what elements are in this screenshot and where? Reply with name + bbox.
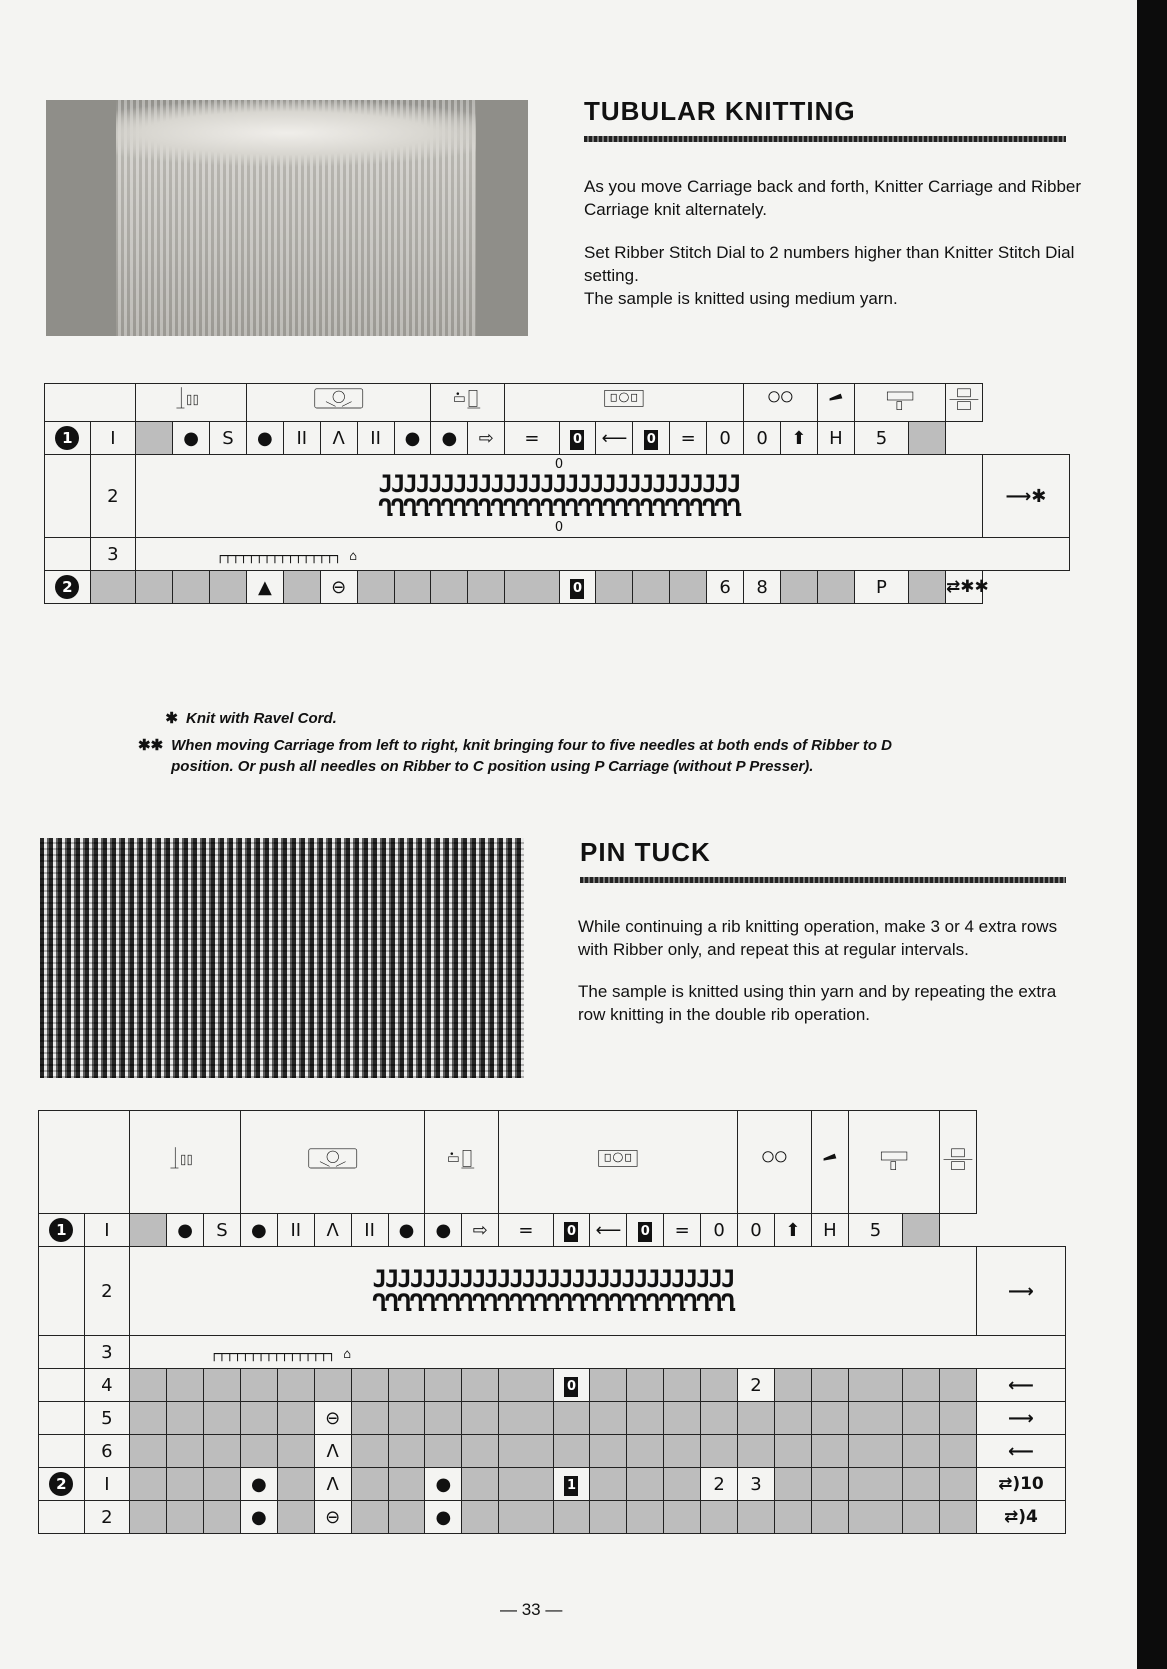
cell: 0 bbox=[564, 1377, 578, 1397]
comb-diagram: ┌┬┬┬┬┬┬┬┬┬┬┬┬┬┬┐ ⌂ bbox=[130, 1336, 1066, 1369]
section2-title: PIN TUCK bbox=[580, 837, 711, 867]
cell: II bbox=[283, 422, 320, 455]
step-number: I bbox=[84, 1468, 130, 1501]
direction-arrow: ⟵ bbox=[976, 1369, 1065, 1402]
cell: ⟵ bbox=[596, 422, 633, 455]
cell: ● bbox=[431, 422, 468, 455]
section2-para2: The sample is knitted using thin yarn and by repeating the extra row knitting in the double rib operation. bbox=[578, 982, 1057, 1024]
stitch-dial-icon bbox=[136, 384, 247, 422]
cell: H bbox=[811, 1214, 848, 1247]
step-number: 5 bbox=[84, 1402, 130, 1435]
section2-para1: While continuing a rib knitting operation, make 3 or 4 extra rows with Ribber only, and repeat this at regular intervals. bbox=[578, 917, 1058, 959]
note-mark: ✱ bbox=[165, 710, 178, 727]
t1-row-3 bbox=[45, 538, 1070, 571]
cell: = bbox=[670, 422, 707, 455]
cell: ⟵ bbox=[590, 1214, 627, 1247]
cell: ● bbox=[167, 1214, 204, 1247]
pattern-selector-icon bbox=[425, 1111, 499, 1214]
cell: S bbox=[210, 422, 247, 455]
cell: = bbox=[505, 422, 559, 455]
step-marker-2: 2 bbox=[55, 575, 79, 599]
cell: ● bbox=[425, 1501, 462, 1534]
t1-row-4 bbox=[45, 571, 1070, 604]
cell: = bbox=[664, 1214, 701, 1247]
cell: ● bbox=[388, 1214, 425, 1247]
needle-diagram: JJJJJJJJJJJJJJJJJJJJJJJJJJJJJ ՂՂՂՂՂՂՂՂՂՂՂՂՂՂՂՂՂՂՂՂՂՂՂՂՂՂՂՂՂ bbox=[130, 1247, 977, 1336]
step-number: 2 bbox=[84, 1501, 130, 1534]
cell: ⇨ bbox=[462, 1214, 499, 1247]
cell: ● bbox=[425, 1468, 462, 1501]
cell: Λ bbox=[320, 422, 357, 455]
cell: 2 bbox=[701, 1468, 738, 1501]
note-text: When moving Carriage from left to right, knit bringing four to five needles at both ends of Ribber to D position. Or push all needles on Ribber to C position using P Carriage (without P Presser). bbox=[171, 737, 892, 775]
cell: ⬆ bbox=[781, 422, 818, 455]
cell: 0 bbox=[701, 1214, 738, 1247]
cell: II bbox=[351, 1214, 388, 1247]
stitch-ring-icon bbox=[744, 384, 818, 422]
cell: 6 bbox=[707, 571, 744, 604]
cell: 0 bbox=[744, 422, 781, 455]
t2-row-6 bbox=[39, 1435, 1066, 1468]
header-blank bbox=[39, 1111, 130, 1214]
direction-arrow: ⇄)4 bbox=[976, 1501, 1065, 1534]
needle-mark-top: 0 bbox=[554, 456, 564, 472]
cell: P bbox=[854, 571, 908, 604]
t2-row-8 bbox=[39, 1501, 1066, 1534]
t1-row-1 bbox=[45, 422, 1070, 455]
direction-arrow: ⟶ bbox=[976, 1247, 1065, 1336]
cell: 0 bbox=[564, 1222, 578, 1242]
section1-rule bbox=[584, 136, 1066, 142]
step-number: 4 bbox=[84, 1369, 130, 1402]
needle-diagram: 0 JJJJJJJJJJJJJJJJJJJJJJJJJJJJJ ՂՂՂՂՂՂՂՂՂՂՂՂՂՂՂՂՂՂՂՂՂՂՂՂՂՂՂՂՂ 0 bbox=[136, 455, 983, 538]
cell: 0 bbox=[570, 430, 584, 450]
cell: 0 bbox=[738, 1214, 775, 1247]
direction-arrow: ⟵ bbox=[976, 1435, 1065, 1468]
cell: ▲ bbox=[246, 571, 283, 604]
tubular-setting-table bbox=[44, 383, 1070, 604]
cell: = bbox=[499, 1214, 553, 1247]
notes bbox=[138, 708, 958, 777]
cell: ⊖ bbox=[320, 571, 357, 604]
t2-row-5 bbox=[39, 1402, 1066, 1435]
direction-arrow: ⟶✱ bbox=[982, 455, 1069, 538]
cell: Λ bbox=[314, 1468, 351, 1501]
cell: 0 bbox=[707, 422, 744, 455]
cell: 8 bbox=[744, 571, 781, 604]
stitch-dial-icon bbox=[130, 1111, 241, 1214]
step-number: 3 bbox=[84, 1336, 130, 1369]
cell: 5 bbox=[854, 422, 908, 455]
cell: ● bbox=[394, 422, 431, 455]
section1-para3: The sample is knitted using medium yarn. bbox=[584, 289, 898, 308]
cell: ● bbox=[246, 422, 283, 455]
hand-lever-icon bbox=[817, 384, 854, 422]
cell: ● bbox=[425, 1214, 462, 1247]
sinker-icon bbox=[946, 384, 983, 422]
direction-arrow: ⇄)10 bbox=[976, 1468, 1065, 1501]
t2-row-7 bbox=[39, 1468, 1066, 1501]
note-mark: ✱✱ bbox=[138, 737, 164, 754]
tension-icon bbox=[848, 1111, 939, 1214]
t2-row-2 bbox=[39, 1247, 1066, 1336]
pin-tuck-photo bbox=[40, 838, 524, 1078]
cell: 3 bbox=[738, 1468, 775, 1501]
t2-row-4 bbox=[39, 1369, 1066, 1402]
cell: 0 bbox=[570, 579, 584, 599]
cell: II bbox=[357, 422, 394, 455]
cell: H bbox=[817, 422, 854, 455]
cell: S bbox=[204, 1214, 241, 1247]
header-blank bbox=[45, 384, 136, 422]
step-number: 2 bbox=[84, 1247, 130, 1336]
pin-tuck-setting-table bbox=[38, 1110, 1066, 1534]
t2-row-3 bbox=[39, 1336, 1066, 1369]
tubular-knit-photo bbox=[46, 100, 528, 336]
cell: 0 bbox=[644, 430, 658, 450]
section1-para2: Set Ribber Stitch Dial to 2 numbers higher than Knitter Stitch Dial setting. bbox=[584, 243, 1075, 285]
ribber-carriage-icon bbox=[499, 1111, 738, 1214]
carriage-lever-icon bbox=[240, 1111, 425, 1214]
cell: 1 bbox=[564, 1476, 578, 1496]
direction-arrow: ⇄✱✱ bbox=[946, 571, 983, 604]
cell: ⊖ bbox=[314, 1501, 351, 1534]
step-marker-1: 1 bbox=[49, 1218, 73, 1242]
page-number: — 33 — bbox=[500, 1600, 563, 1619]
step-number: I bbox=[84, 1214, 130, 1247]
cell: 0 bbox=[638, 1222, 652, 1242]
step-number: 6 bbox=[84, 1435, 130, 1468]
cell: Λ bbox=[314, 1214, 351, 1247]
cell: ● bbox=[240, 1468, 277, 1501]
tension-icon bbox=[854, 384, 945, 422]
cell: ● bbox=[173, 422, 210, 455]
direction-arrow: ⟶ bbox=[976, 1402, 1065, 1435]
cell: ⊖ bbox=[314, 1402, 351, 1435]
needle-mark-bottom: 0 bbox=[554, 519, 564, 535]
sinker-icon bbox=[939, 1111, 976, 1214]
t1-row-2 bbox=[45, 455, 1070, 538]
stitch-ring-icon bbox=[738, 1111, 812, 1214]
step-number: 2 bbox=[90, 455, 136, 538]
section1-title: TUBULAR KNITTING bbox=[584, 96, 856, 126]
cell: ● bbox=[240, 1501, 277, 1534]
section2-rule bbox=[580, 877, 1066, 883]
step-marker-2: 2 bbox=[49, 1472, 73, 1496]
step-number: 3 bbox=[90, 538, 136, 571]
t2-row-1 bbox=[39, 1214, 1066, 1247]
cell: ⇨ bbox=[468, 422, 505, 455]
cell: Λ bbox=[314, 1435, 351, 1468]
pattern-selector-icon bbox=[431, 384, 505, 422]
comb-diagram: ┌┬┬┬┬┬┬┬┬┬┬┬┬┬┬┐ ⌂ bbox=[136, 538, 1070, 571]
cell: 2 bbox=[738, 1369, 775, 1402]
step-number: I bbox=[90, 422, 136, 455]
page-edge bbox=[1137, 0, 1167, 1669]
cell: ● bbox=[240, 1214, 277, 1247]
step-marker-1: 1 bbox=[55, 426, 79, 450]
cell: ⬆ bbox=[774, 1214, 811, 1247]
ribber-carriage-icon bbox=[505, 384, 744, 422]
note-text: Knit with Ravel Cord. bbox=[186, 710, 337, 727]
cell: 5 bbox=[848, 1214, 902, 1247]
hand-lever-icon bbox=[811, 1111, 848, 1214]
section1-para1: As you move Carriage back and forth, Knitter Carriage and Ribber Carriage knit alternately. bbox=[584, 177, 1082, 219]
cell: II bbox=[277, 1214, 314, 1247]
carriage-lever-icon bbox=[246, 384, 431, 422]
